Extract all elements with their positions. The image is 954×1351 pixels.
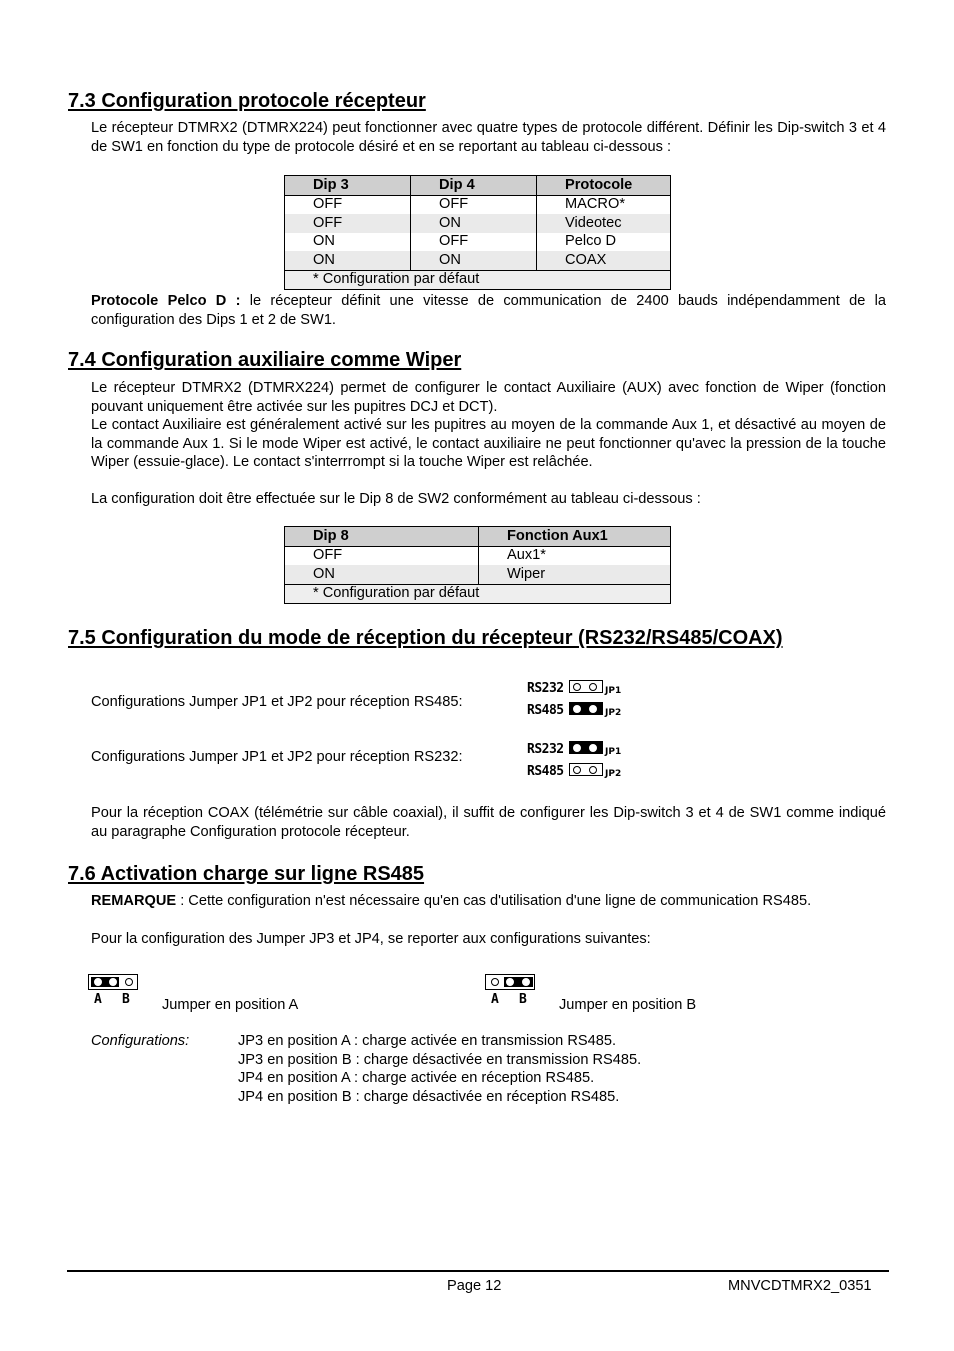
pin-icon — [573, 705, 581, 713]
rs485-label: RS485 — [527, 764, 564, 779]
list-item: JP3 en position B : charge désactivée en transmission RS485. — [238, 1051, 642, 1068]
table-footnote-row — [285, 270, 671, 290]
table-footnote: * Configuration par défaut — [285, 270, 671, 290]
table-cell: MACRO* — [537, 195, 671, 214]
section-7-4-p3: La configuration doit être effectuée sur le Dip 8 de SW2 conformément au tableau ci-dessous : — [91, 491, 701, 507]
table-cell: ON — [285, 251, 411, 270]
section-7-4-p2: Le contact Auxiliaire est généralement activé sur les pupitres au moyen de la commande Aux 1, et désactivé au moyen de la commande Aux 1. Si le mode Wiper est activé, le contact auxiliaire ne peut fonctionner qu'avec la pression de la touche Wiper (essuie-glace). Le contact s'interrrompt si la touche Wiper est relâchée. — [91, 417, 886, 470]
coax-text: Pour la réception COAX (télémétrie sur câble coaxial), il suffit de configurer les Dip-switch 3 et 4 de SW1 comme indiqué au paragraphe Configuration protocole récepteur. — [91, 805, 886, 840]
remark-text: : Cette configuration n'est nécessaire qu'en cas d'utilisation d'une ligne de communication RS485. — [176, 893, 812, 909]
table-header: Dip 3 — [285, 176, 411, 196]
table-footnote-row — [285, 584, 671, 604]
jumper-position-a-diagram — [88, 974, 140, 1010]
rs485-config-text: Configurations Jumper JP1 et JP2 pour réception RS485: — [91, 694, 463, 710]
pin-icon — [589, 683, 597, 691]
table-header: Protocole — [537, 176, 671, 196]
pin-icon — [589, 766, 597, 774]
jumper-3pin — [88, 974, 138, 990]
jumper-position-a-text: Jumper en position A — [162, 997, 299, 1013]
table-cell: Aux1* — [479, 546, 671, 565]
pelco-note-text: le récepteur définit une vitesse de communication de 2400 bauds indépendamment de la configuration des Dips 1 et 2 de SW1. — [91, 293, 886, 328]
section-7-4-title: 7.4 Configuration auxiliaire comme Wiper — [68, 349, 462, 371]
remark — [91, 892, 886, 911]
configurations-list — [238, 1032, 641, 1106]
section-7-5-title: 7.5 Configuration du mode de réception du récepteur (RS232/RS485/COAX) — [68, 627, 783, 649]
pin-icon — [506, 978, 514, 986]
pelco-note — [91, 292, 886, 329]
table-cell: OFF — [411, 233, 537, 252]
jp1-label: JP1 — [605, 747, 622, 757]
footer-rule — [67, 1270, 889, 1272]
table-cell: ON — [285, 565, 479, 584]
jp1-jumper — [569, 680, 603, 693]
section-7-3-title: 7.3 Configuration protocole récepteur — [68, 90, 426, 112]
table-header: Fonction Aux1 — [479, 527, 671, 547]
rs485-label: RS485 — [527, 703, 564, 718]
jumper-3pin — [485, 974, 535, 990]
rs232-config-text: Configurations Jumper JP1 et JP2 pour réception RS232: — [91, 749, 463, 765]
table-cell: COAX — [537, 251, 671, 270]
configurations-label: Configurations: — [91, 1033, 190, 1049]
table-cell: OFF — [285, 546, 479, 565]
jumper-position-b-text: Jumper en position B — [559, 997, 697, 1013]
table-header-row — [285, 527, 671, 547]
jp1-label: JP1 — [605, 686, 622, 696]
table-header: Dip 4 — [411, 176, 537, 196]
table-header: Dip 8 — [285, 527, 479, 547]
rs232-jumper-diagram — [527, 739, 627, 781]
jp2-jumper — [569, 763, 603, 776]
list-item: JP4 en position A : charge activée en réception RS485. — [238, 1070, 595, 1086]
table-footnote: * Configuration par défaut — [285, 584, 671, 604]
label-a: A — [94, 992, 102, 1007]
rs232-label: RS232 — [527, 742, 564, 757]
aux-table — [284, 526, 671, 604]
table-cell: OFF — [411, 195, 537, 214]
table-cell: OFF — [285, 195, 411, 214]
table-row — [285, 546, 671, 565]
pin-icon — [125, 978, 133, 986]
remark-label: REMARQUE — [91, 893, 177, 909]
table-row — [285, 565, 671, 584]
table-cell: Videotec — [537, 214, 671, 233]
pin-icon — [491, 978, 499, 986]
jp2-jumper — [569, 702, 603, 715]
pin-icon — [522, 978, 530, 986]
pin-icon — [589, 705, 597, 713]
table-cell: ON — [411, 251, 537, 270]
section-7-6-title: 7.6 Activation charge sur ligne RS485 — [68, 863, 425, 885]
table-cell: Pelco D — [537, 233, 671, 252]
pin-icon — [94, 978, 102, 986]
pin-icon — [573, 744, 581, 752]
table-cell: ON — [411, 214, 537, 233]
label-a: A — [491, 992, 499, 1007]
pin-icon — [589, 744, 597, 752]
section-7-6-p2: Pour la configuration des Jumper JP3 et JP4, se reporter aux configurations suivantes: — [91, 931, 651, 947]
jumper-position-b-diagram — [485, 974, 537, 1010]
section-7-3-intro: Le récepteur DTMRX2 (DTMRX224) peut fonctionner avec quatre types de protocole différent. Définir les Dip-switch 3 et 4 de SW1 en fonction du type de protocole désiré et en se reportant au tableau ci-dessous : — [91, 120, 886, 155]
section-7-4-p1: Le récepteur DTMRX2 (DTMRX224) permet de configurer le contact Auxiliaire (AUX) avec fonction de Wiper (fonction pouvant uniquement être activée sur les pupitres DCJ et DCT). — [91, 380, 886, 415]
rs232-label: RS232 — [527, 681, 564, 696]
table-row — [285, 214, 671, 233]
pelco-note-label: Protocole Pelco D : — [91, 293, 241, 309]
label-b: B — [122, 992, 130, 1007]
page-number: Page 12 — [447, 1278, 502, 1294]
document-code: MNVCDTMRX2_0351 — [728, 1278, 872, 1294]
pin-icon — [573, 683, 581, 691]
label-b: B — [519, 992, 527, 1007]
list-item: JP3 en position A : charge activée en transmission RS485. — [238, 1033, 617, 1049]
table-header-row — [285, 176, 671, 196]
table-row — [285, 233, 671, 252]
protocol-table — [284, 175, 671, 290]
jp2-label: JP2 — [605, 769, 622, 779]
table-cell: ON — [285, 233, 411, 252]
pin-icon — [109, 978, 117, 986]
jp1-jumper — [569, 741, 603, 754]
pin-icon — [573, 766, 581, 774]
table-row — [285, 251, 671, 270]
rs485-jumper-diagram — [527, 678, 627, 720]
jp2-label: JP2 — [605, 708, 622, 718]
table-cell: Wiper — [479, 565, 671, 584]
table-row — [285, 195, 671, 214]
list-item: JP4 en position B : charge désactivée en réception RS485. — [238, 1088, 620, 1105]
table-cell: OFF — [285, 214, 411, 233]
